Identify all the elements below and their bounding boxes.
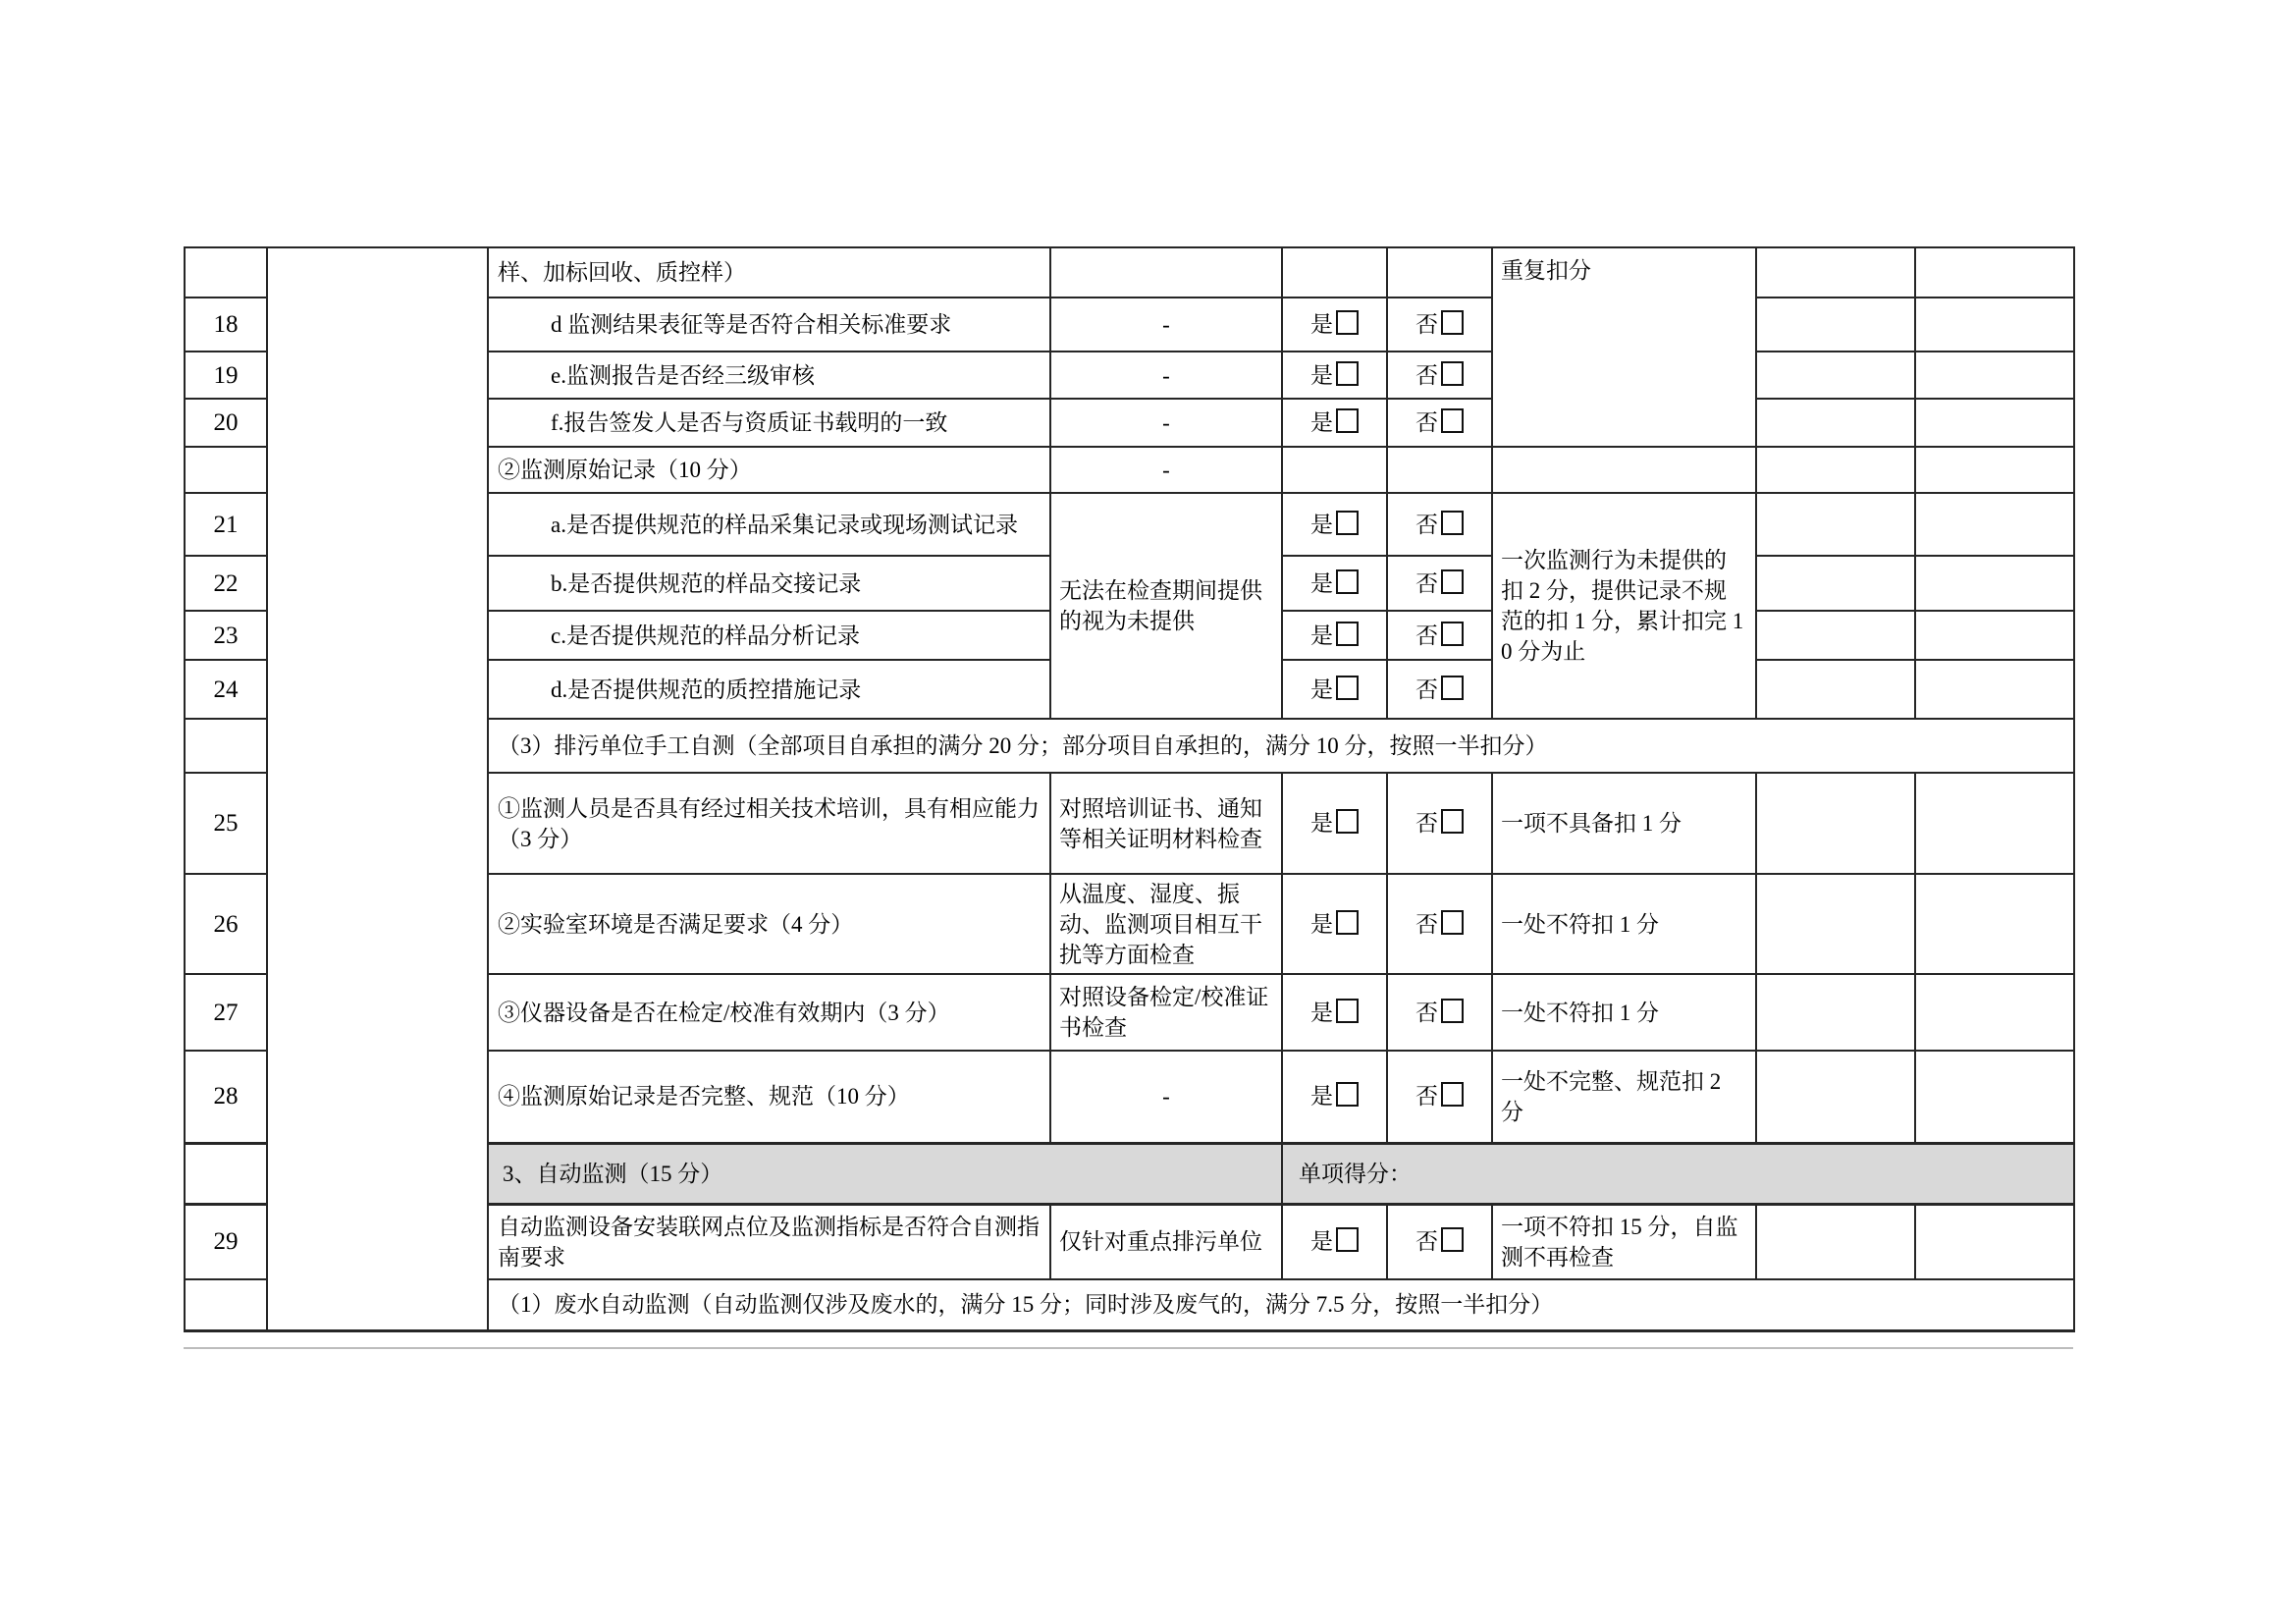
no-checkbox-icon[interactable] — [1441, 999, 1464, 1023]
yes-checkbox-icon[interactable] — [1336, 910, 1359, 935]
remark-cell-empty — [1915, 1051, 2074, 1143]
yes-label: 是 — [1310, 1229, 1333, 1255]
score-cell-empty — [1756, 556, 1915, 611]
yes-checkbox-icon[interactable] — [1336, 1227, 1359, 1252]
yes-label: 是 — [1310, 570, 1333, 596]
yes-label: 是 — [1310, 1000, 1333, 1025]
row26-number-cell: 26 — [185, 874, 267, 974]
yes-checkbox-icon[interactable] — [1336, 361, 1359, 386]
remark-cell-empty — [1915, 1204, 2074, 1279]
row20-number-cell: 20 — [185, 399, 267, 447]
yes-checkbox-icon[interactable] — [1336, 1082, 1359, 1107]
no-label: 否 — [1415, 623, 1438, 648]
row29-method-cell: 仅针对重点排污单位 — [1050, 1204, 1282, 1279]
score-cell-empty — [1756, 611, 1915, 660]
row29-number-cell: 29 — [185, 1204, 267, 1279]
score-cell-empty — [1756, 447, 1915, 493]
table-row — [185, 247, 2074, 298]
yes-checkbox-icon[interactable] — [1336, 408, 1359, 433]
remark-cell-empty — [1915, 247, 2074, 298]
rowsub2-no-cell — [1387, 447, 1492, 493]
yes-label: 是 — [1310, 312, 1333, 337]
no-checkbox-icon[interactable] — [1441, 676, 1464, 700]
row19-no-cell — [1387, 352, 1492, 399]
row27-yes-cell — [1282, 974, 1387, 1051]
yes-label: 是 — [1310, 1084, 1333, 1110]
no-label: 否 — [1415, 811, 1438, 836]
section3-header-cell: （3）排污单位手工自测（全部项目自承担的满分 20 分；部分项目自承担的，满分 10 分，按照一半扣分） — [488, 719, 2074, 773]
yes-checkbox-icon[interactable] — [1336, 622, 1359, 646]
row22-no-cell — [1387, 556, 1492, 611]
row27-item-cell: ③仪器设备是否在检定/校准有效期内（3 分） — [488, 974, 1050, 1051]
row23-number-cell: 23 — [185, 611, 267, 660]
no-checkbox-icon[interactable] — [1441, 511, 1464, 535]
no-checkbox-icon[interactable] — [1441, 408, 1464, 433]
remark-cell-empty — [1915, 352, 2074, 399]
row18-number-cell: 18 — [185, 298, 267, 352]
rowsub2-method-cell: - — [1050, 447, 1282, 493]
row28-number-cell: 28 — [185, 1051, 267, 1143]
score-cell-empty — [1756, 660, 1915, 719]
row27-scoring-cell: 一处不符扣 1 分 — [1492, 974, 1756, 1051]
remark-cell-empty — [1915, 447, 2074, 493]
row24-item-cell: d.是否提供规范的质控措施记录 — [488, 660, 1050, 719]
row20-no-cell — [1387, 399, 1492, 447]
yes-label: 是 — [1310, 911, 1333, 937]
row18-item-cell: d 监测结果表征等是否符合相关标准要求 — [488, 298, 1050, 352]
remark-cell-empty — [1915, 556, 2074, 611]
no-label: 否 — [1415, 410, 1438, 435]
no-label: 否 — [1415, 1000, 1438, 1025]
yes-checkbox-icon[interactable] — [1336, 999, 1359, 1023]
section1-header-cell: （1）废水自动监测（自动监测仅涉及废水的，满分 15 分；同时涉及废气的，满分 7.5 分，按照一半扣分） — [488, 1279, 2074, 1330]
row25-number-cell: 25 — [185, 773, 267, 874]
row26-yes-cell — [1282, 874, 1387, 974]
row19-method-cell: - — [1050, 352, 1282, 399]
row21-no-cell — [1387, 493, 1492, 556]
remark-cell-empty — [1915, 298, 2074, 352]
row18-method-cell: - — [1050, 298, 1282, 352]
row-cont-yes-cell — [1282, 247, 1387, 298]
row24-number-cell: 24 — [185, 660, 267, 719]
row23-item-cell: c.是否提供规范的样品分析记录 — [488, 611, 1050, 660]
monitoring-score-table — [184, 246, 2075, 1332]
score-cell-empty — [1756, 773, 1915, 874]
dup-deduction-note-cell: 重复扣分 — [1492, 247, 1756, 447]
no-checkbox-icon[interactable] — [1441, 1082, 1464, 1107]
no-label: 否 — [1415, 911, 1438, 937]
yes-label: 是 — [1310, 512, 1333, 537]
yes-checkbox-icon[interactable] — [1336, 511, 1359, 535]
row22-item-cell: b.是否提供规范的样品交接记录 — [488, 556, 1050, 611]
no-checkbox-icon[interactable] — [1441, 910, 1464, 935]
row21-number-cell: 21 — [185, 493, 267, 556]
no-label: 否 — [1415, 1084, 1438, 1110]
row28-method-cell: - — [1050, 1051, 1282, 1143]
row20-yes-cell — [1282, 399, 1387, 447]
row25-no-cell — [1387, 773, 1492, 874]
records-scoring-cell: 一次监测行为未提供的扣 2 分，提供记录不规范的扣 1 分，累计扣完 10 分为止 — [1492, 493, 1756, 719]
row25-scoring-cell: 一项不具备扣 1 分 — [1492, 773, 1756, 874]
row20-method-cell: - — [1050, 399, 1282, 447]
item-score-label-cell: 单项得分： — [1282, 1143, 2074, 1204]
no-checkbox-icon[interactable] — [1441, 569, 1464, 594]
row25-item-cell: ①监测人员是否具有经过相关技术培训，具有相应能力（3 分） — [488, 773, 1050, 874]
score-cell-empty — [1756, 874, 1915, 974]
no-checkbox-icon[interactable] — [1441, 310, 1464, 335]
row27-no-cell — [1387, 974, 1492, 1051]
no-label: 否 — [1415, 677, 1438, 702]
score-cell-empty — [1756, 298, 1915, 352]
row18-no-cell — [1387, 298, 1492, 352]
row23-no-cell — [1387, 611, 1492, 660]
no-checkbox-icon[interactable] — [1441, 622, 1464, 646]
remark-cell-empty — [1915, 974, 2074, 1051]
no-label: 否 — [1415, 570, 1438, 596]
row19-yes-cell — [1282, 352, 1387, 399]
yes-checkbox-icon[interactable] — [1336, 676, 1359, 700]
records-method-cell: 无法在检查期间提供的视为未提供 — [1050, 493, 1282, 719]
no-label: 否 — [1415, 362, 1438, 388]
no-checkbox-icon[interactable] — [1441, 361, 1464, 386]
yes-checkbox-icon[interactable] — [1336, 809, 1359, 834]
yes-label: 是 — [1310, 677, 1333, 702]
remark-cell-empty — [1915, 611, 2074, 660]
rowsub2-item-cell: ②监测原始记录（10 分） — [488, 447, 1050, 493]
no-label: 否 — [1415, 312, 1438, 337]
row27-number-cell: 27 — [185, 974, 267, 1051]
row22-number-cell: 22 — [185, 556, 267, 611]
score-cell-empty — [1756, 493, 1915, 556]
rowsub2-yes-cell — [1282, 447, 1387, 493]
remark-cell-empty — [1915, 660, 2074, 719]
row29-item-cell: 自动监测设备安装联网点位及监测指标是否符合自测指南要求 — [488, 1204, 1050, 1279]
row24-no-cell — [1387, 660, 1492, 719]
score-cell-empty — [1756, 974, 1915, 1051]
row26-scoring-cell: 一处不符扣 1 分 — [1492, 874, 1756, 974]
no-checkbox-icon[interactable] — [1441, 1227, 1464, 1252]
row29-yes-cell — [1282, 1204, 1387, 1279]
score-cell-empty — [1756, 1051, 1915, 1143]
score-cell-empty — [1756, 352, 1915, 399]
row29-no-cell — [1387, 1204, 1492, 1279]
yes-checkbox-icon[interactable] — [1336, 310, 1359, 335]
remark-cell-empty — [1915, 874, 2074, 974]
row29-scoring-cell: 一项不符扣 15 分，自监测不再检查 — [1492, 1204, 1756, 1279]
row21-yes-cell — [1282, 493, 1387, 556]
yes-label: 是 — [1310, 362, 1333, 388]
row21-item-cell: a.是否提供规范的样品采集记录或现场测试记录 — [488, 493, 1050, 556]
row-cont-no-cell — [1387, 247, 1492, 298]
row19-number-cell: 19 — [185, 352, 267, 399]
row20-item-cell: f.报告签发人是否与资质证书载明的一致 — [488, 399, 1050, 447]
score-cell-empty — [1756, 247, 1915, 298]
row18-yes-cell — [1282, 298, 1387, 352]
sec3-number-cell — [185, 719, 267, 773]
page-break-line — [184, 1347, 2073, 1349]
assessment-table-page — [184, 246, 2075, 1332]
sec1-number-cell — [185, 1279, 267, 1330]
row26-method-cell: 从温度、湿度、振动、监测项目相互干扰等方面检查 — [1050, 874, 1282, 974]
row-cont-item-cell: 样、加标回收、质控样） — [488, 247, 1050, 298]
no-label: 否 — [1415, 512, 1438, 537]
row22-yes-cell — [1282, 556, 1387, 611]
row28-item-cell: ④监测原始记录是否完整、规范（10 分） — [488, 1051, 1050, 1143]
row23-yes-cell — [1282, 611, 1387, 660]
row28-scoring-cell: 一处不完整、规范扣 2 分 — [1492, 1051, 1756, 1143]
row25-yes-cell — [1282, 773, 1387, 874]
grayrow-number-cell — [185, 1143, 267, 1204]
remark-cell-empty — [1915, 493, 2074, 556]
score-cell-empty — [1756, 399, 1915, 447]
yes-label: 是 — [1310, 623, 1333, 648]
yes-label: 是 — [1310, 811, 1333, 836]
row28-yes-cell — [1282, 1051, 1387, 1143]
category-column-cell — [267, 247, 488, 1330]
row24-yes-cell — [1282, 660, 1387, 719]
row25-method-cell: 对照培训证书、通知等相关证明材料检查 — [1050, 773, 1282, 874]
remark-cell-empty — [1915, 399, 2074, 447]
score-cell-empty — [1756, 1204, 1915, 1279]
yes-checkbox-icon[interactable] — [1336, 569, 1359, 594]
auto-monitoring-title-cell: 3、自动监测（15 分） — [488, 1143, 1282, 1204]
no-label: 否 — [1415, 1229, 1438, 1255]
row-cont-method-cell — [1050, 247, 1282, 298]
row26-no-cell — [1387, 874, 1492, 974]
row-cont-number-cell — [185, 247, 267, 298]
row28-no-cell — [1387, 1051, 1492, 1143]
rowsub2-number-cell — [185, 447, 267, 493]
row19-item-cell: e.监测报告是否经三级审核 — [488, 352, 1050, 399]
row26-item-cell: ②实验室环境是否满足要求（4 分） — [488, 874, 1050, 974]
rowsub2-scoring-cell — [1492, 447, 1756, 493]
row27-method-cell: 对照设备检定/校准证书检查 — [1050, 974, 1282, 1051]
yes-label: 是 — [1310, 410, 1333, 435]
remark-cell-empty — [1915, 773, 2074, 874]
no-checkbox-icon[interactable] — [1441, 809, 1464, 834]
